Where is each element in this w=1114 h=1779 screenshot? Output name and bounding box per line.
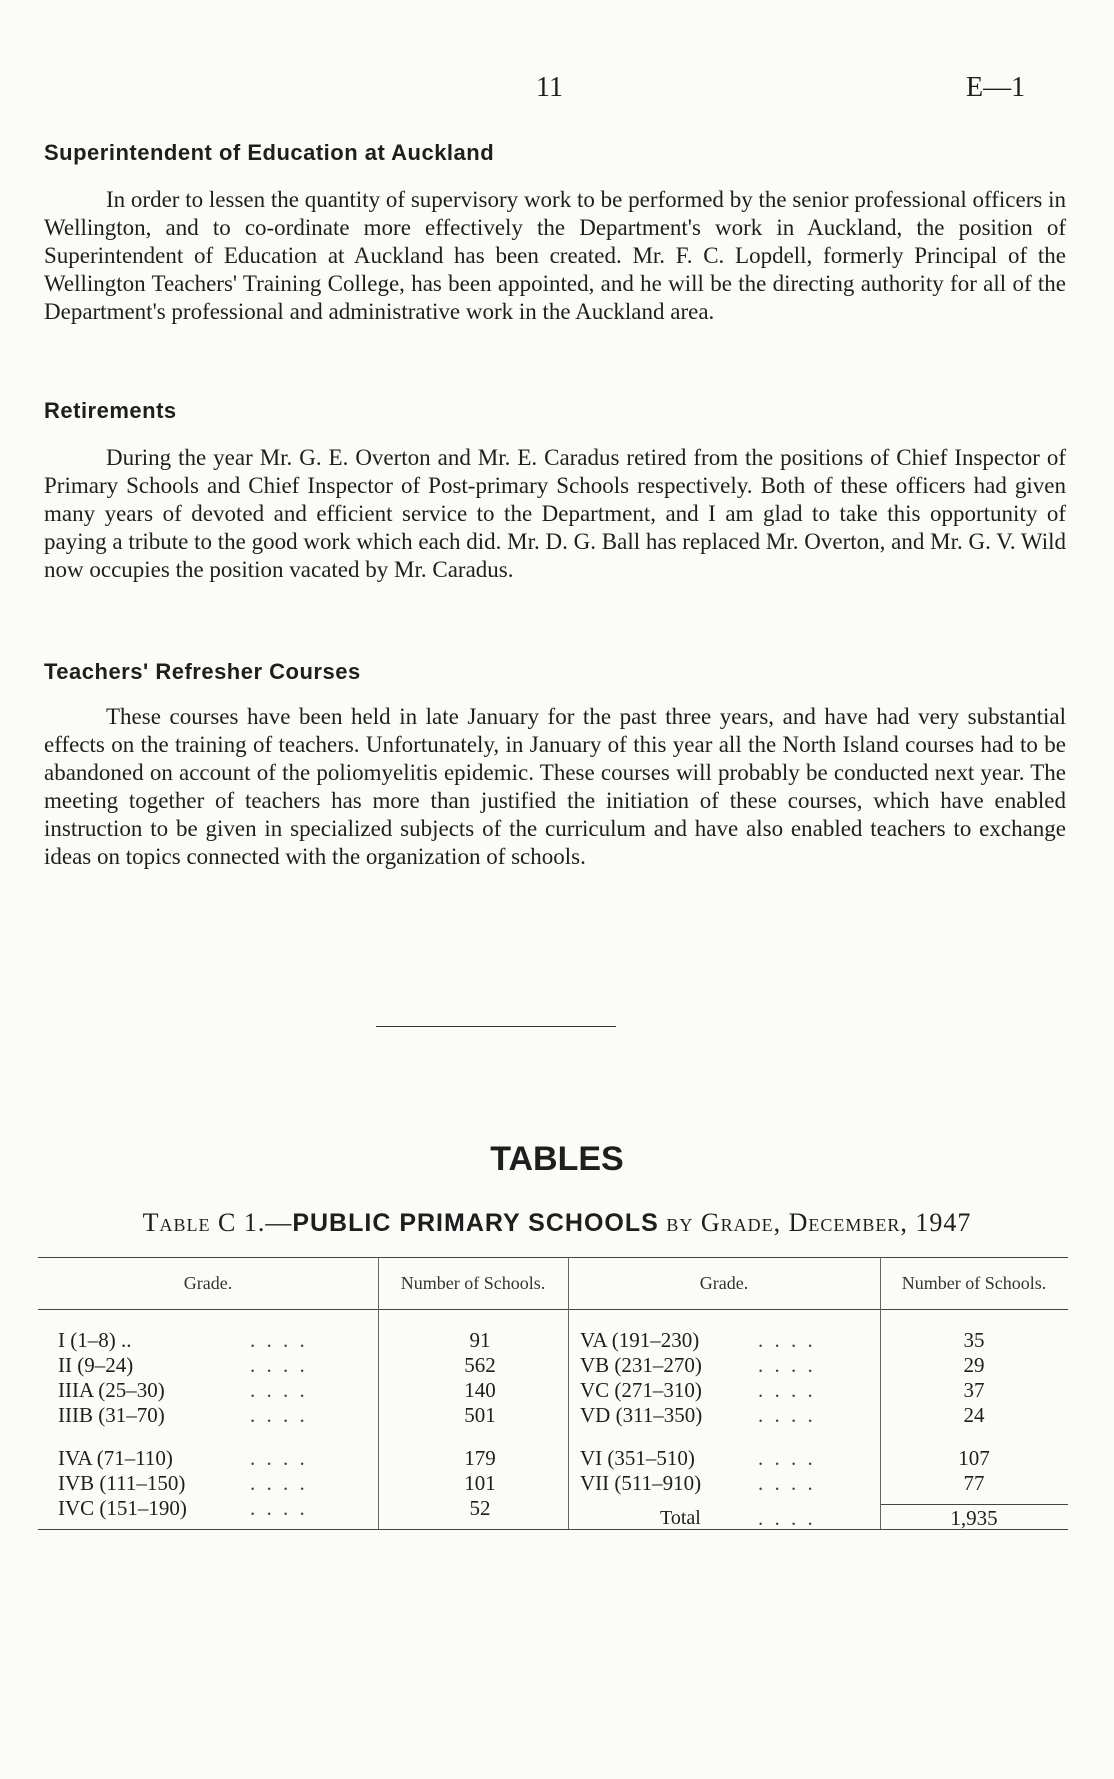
- row-count: 77: [963, 1471, 985, 1495]
- row-count: 562: [464, 1353, 496, 1377]
- col-header-count-right: Number of Schools.: [901, 1273, 1047, 1293]
- col-header-count-left: Number of Schools.: [400, 1273, 546, 1293]
- row-count: 24: [963, 1403, 985, 1427]
- row-leader-dots: . . . .: [250, 1471, 308, 1495]
- total-label: Total: [660, 1507, 701, 1529]
- section-heading-refresher-courses: Teachers' Refresher Courses: [44, 659, 361, 684]
- row-grade: IIIB (31–70): [58, 1403, 165, 1427]
- row-grade: IVC (151–190): [58, 1496, 187, 1520]
- page-number: 11: [536, 72, 563, 103]
- row-grade: VI (351–510): [580, 1446, 695, 1470]
- row-leader-dots: . . . .: [250, 1328, 308, 1352]
- row-leader-dots: . . . .: [758, 1446, 816, 1470]
- row-leader-dots: . . . .: [758, 1353, 816, 1377]
- row-count: 91: [469, 1328, 491, 1352]
- row-count: 107: [958, 1446, 990, 1470]
- row-grade: IVB (111–150): [58, 1471, 186, 1495]
- row-grade: VD (311–350): [580, 1403, 703, 1427]
- row-count: 179: [464, 1446, 496, 1470]
- row-count: 29: [963, 1353, 985, 1377]
- row-leader-dots: . . . .: [250, 1353, 308, 1377]
- col-header-grade-left: Grade.: [183, 1273, 233, 1293]
- tables-title: TABLES: [490, 1140, 624, 1178]
- col-header-grade-right: Grade.: [699, 1273, 749, 1293]
- row-grade: II (9–24): [58, 1353, 134, 1377]
- row-leader-dots: . . . .: [758, 1471, 816, 1495]
- section-heading-retirements: Retirements: [44, 398, 177, 423]
- row-leader-dots: . . . .: [758, 1506, 816, 1530]
- total-rule: [880, 1504, 1068, 1505]
- table-caption-suffix: by Grade, December, 1947: [658, 1208, 972, 1237]
- table-vline-2: [568, 1257, 569, 1529]
- row-leader-dots: . . . .: [758, 1403, 816, 1427]
- table-vline-1: [378, 1257, 379, 1529]
- table-caption-prefix: Table C 1.—: [142, 1208, 293, 1237]
- row-grade: VC (271–310): [580, 1378, 702, 1402]
- row-leader-dots: . . . .: [250, 1378, 308, 1402]
- section-body-refresher-courses: These courses have been held in late January for the past three years, and have had very substantial effects on the training of teachers. Unfortunately, in January of this year all the North Island courses had to be abandoned on account of the poliomyelitis epidemic. These courses will probably be conducted next year. The meeting together of teachers has more than justified the initiation of these courses, which have enabled instruction to be given in specialized subjects of the curriculum and have also enabled teachers to exchange ideas on topics connected with the organization of schools.: [44, 704, 1066, 869]
- document-code: E—1: [966, 72, 1026, 103]
- table-vline-3: [880, 1257, 881, 1529]
- table-top-rule: [38, 1257, 1068, 1258]
- table-caption: [0, 1208, 1114, 1238]
- row-count: 140: [464, 1378, 496, 1402]
- row-leader-dots: . . . .: [758, 1378, 816, 1402]
- section-heading-superintendent: Superintendent of Education at Auckland: [44, 140, 495, 165]
- row-leader-dots: . . . .: [250, 1496, 308, 1520]
- row-count: 37: [963, 1378, 985, 1402]
- row-grade: VA (191–230): [580, 1328, 700, 1352]
- total-value: 1,935: [950, 1506, 998, 1530]
- row-leader-dots: . . . .: [250, 1403, 308, 1427]
- table-caption-bold: PUBLIC PRIMARY SCHOOLS: [292, 1209, 659, 1237]
- row-grade: VII (511–910): [580, 1471, 702, 1495]
- row-leader-dots: . . . .: [250, 1446, 308, 1470]
- section-body-retirements: During the year Mr. G. E. Overton and Mr. E. Caradus retired from the positions of Chief Inspector of Primary Schools and Chief Inspector of Post-primary Schools respectively. Both of these officers had given many years of devoted and efficient service to the Department, and I am glad to take this opportunity of paying a tribute to the good work which each did. Mr. D. G. Ball has replaced Mr. Overton, and Mr. G. V. Wild now occupies the position vacated by Mr. Caradus.: [44, 445, 1066, 582]
- row-leader-dots: . . . .: [758, 1328, 816, 1352]
- section-body-superintendent: In order to lessen the quantity of supervisory work to be performed by the senior professional officers in Wellington, and to co-ordinate more effectively the Department's work in Auckland, the position of Superintendent of Education at Auckland has been created. Mr. F. C. Lopdell, formerly Principal of the Wellington Teachers' Training College, has been appointed, and he will be the directing authority for all of the Department's professional and administrative work in the Auckland area.: [44, 187, 1066, 324]
- row-grade: IVA (71–110): [58, 1446, 173, 1470]
- row-count: 35: [963, 1328, 985, 1352]
- row-count: 52: [469, 1496, 491, 1520]
- row-count: 501: [464, 1403, 496, 1427]
- row-grade: I (1–8) ..: [58, 1328, 132, 1352]
- table-header-rule: [38, 1309, 1068, 1310]
- row-count: 101: [464, 1471, 496, 1495]
- row-grade: IIIA (25–30): [58, 1378, 165, 1402]
- section-divider: [376, 1026, 616, 1027]
- row-grade: VB (231–270): [580, 1353, 702, 1377]
